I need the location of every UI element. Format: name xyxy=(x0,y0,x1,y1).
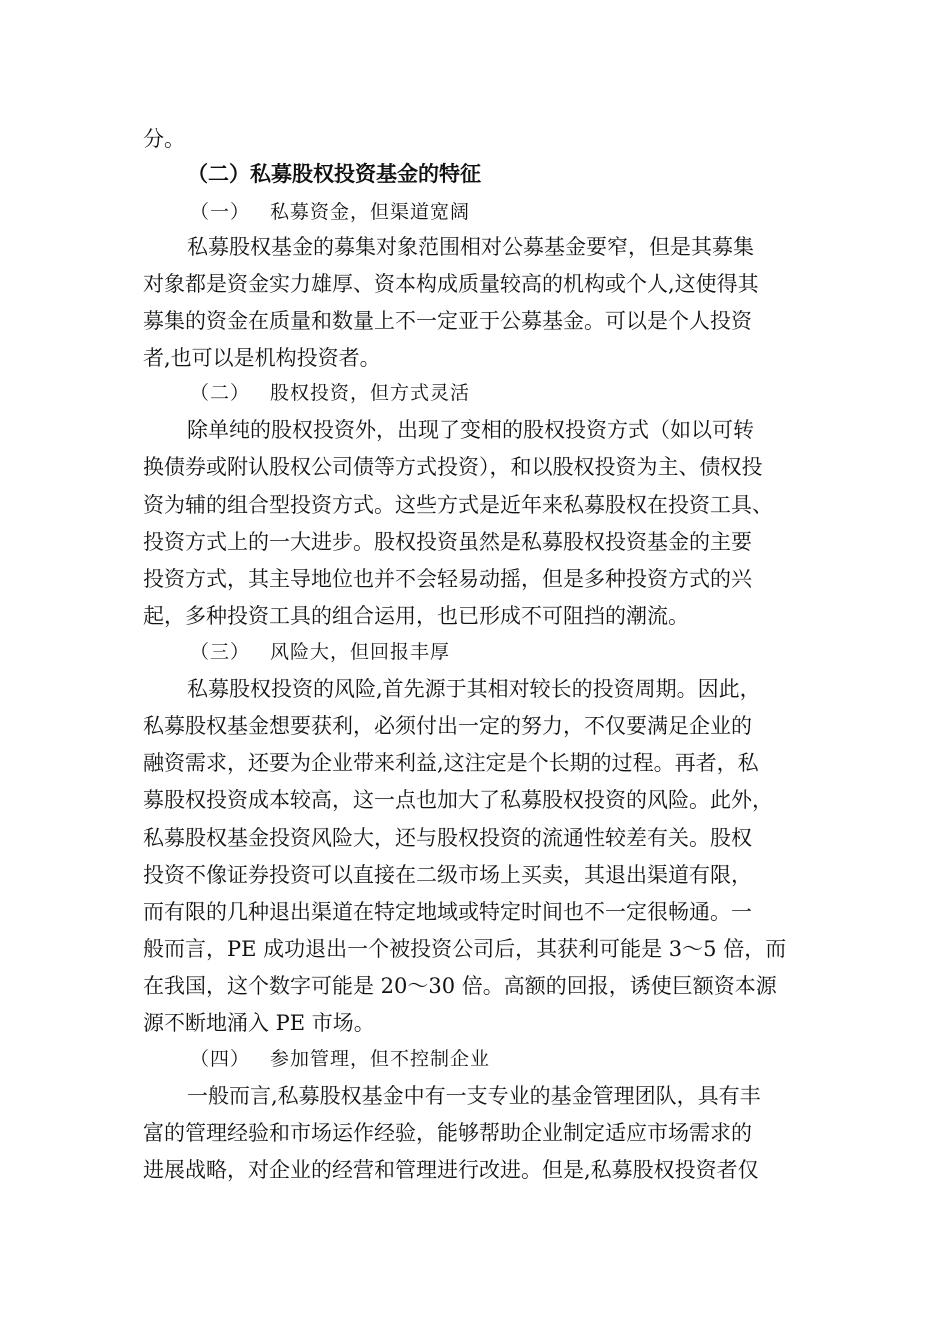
paragraph-line: 而有限的几种退出渠道在特定地域或特定时间也不一定很畅通。一 xyxy=(143,900,752,924)
subsection-title: 参加管理，但不控制企业 xyxy=(270,1048,491,1070)
paragraph-line: 私募股权基金想要获利，必须付出一定的努力，不仅要满足企业的 xyxy=(143,714,752,738)
paragraph-line: 一般而言,私募股权基金中有一支专业的基金管理团队，具有丰 xyxy=(187,1084,761,1108)
subsection-number: （二） xyxy=(190,382,251,404)
paragraph-line: 者,也可以是机构投资者。 xyxy=(143,346,381,370)
paragraph-line: 进展战略，对企业的经营和管理进行改进。但是,私募股权投资者仅 xyxy=(143,1158,759,1182)
paragraph-line: 除单纯的股权投资外，出现了变相的股权投资方式（如以可转 xyxy=(187,418,754,442)
paragraph-line: 募股权投资成本较高，这一点也加大了私募股权投资的风险。此外， xyxy=(143,788,773,812)
paragraph-line: 投资不像证券投资可以直接在二级市场上买卖，其退出渠道有限， xyxy=(143,863,752,887)
subsection-heading-3 xyxy=(190,637,450,667)
paragraph-line: 起，多种投资工具的组合运用，也已形成不可阻挡的潮流。 xyxy=(143,604,689,628)
paragraph-line: 投资方式，其主导地位也并不会轻易动摇，但是多种投资方式的兴 xyxy=(143,567,752,591)
paragraph-line: 在我国，这个数字可能是 20～30 倍。高额的回报，诱使巨额资本源 xyxy=(143,974,777,998)
paragraph-line: 换债券或附认股权公司债等方式投资），和以股权投资为主、债权投 xyxy=(143,455,763,479)
paragraph-line: 投资方式上的一大进步。股权投资虽然是私募股权投资基金的主要 xyxy=(143,530,752,554)
subsection-heading-4 xyxy=(190,1044,490,1074)
paragraph-line: 资为辅的组合型投资方式。这些方式是近年来私募股权在投资工具、 xyxy=(143,493,773,517)
subsection-title: 私募资金，但渠道宽阔 xyxy=(270,201,471,223)
subsection-number: （一） xyxy=(190,201,251,223)
paragraph-line: 融资需求，还要为企业带来利益,这注定是个长期的过程。再者，私 xyxy=(143,751,759,775)
paragraph-line: 私募股权投资的风险,首先源于其相对较长的投资周期。因此， xyxy=(187,677,761,701)
subsection-number: （四） xyxy=(190,1048,251,1070)
paragraph-line: 富的管理经验和市场运作经验，能够帮助企业制定适应市场需求的 xyxy=(143,1121,752,1145)
subsection-number: （三） xyxy=(190,641,251,663)
subsection-title: 风险大，但回报丰厚 xyxy=(270,641,451,663)
paragraph-line: 私募股权基金的募集对象范围相对公募基金要窄，但是其募集 xyxy=(187,235,754,259)
subsection-heading-1 xyxy=(190,197,470,227)
paragraph-line: 对象都是资金实力雄厚、资本构成质量较高的机构或个人,这使得其 xyxy=(143,272,759,296)
continuation-text: 分。 xyxy=(143,127,185,151)
paragraph-line: 私募股权基金投资风险大，还与股权投资的流通性较差有关。股权 xyxy=(143,826,752,850)
subsection-title: 股权投资，但方式灵活 xyxy=(270,382,471,404)
paragraph-line: 般而言，PE 成功退出一个被投资公司后，其获利可能是 3～5 倍，而 xyxy=(143,937,787,961)
paragraph-line: 源不断地涌入 PE 市场。 xyxy=(143,1011,375,1035)
subsection-heading-2 xyxy=(190,378,470,408)
section-heading: （二）私募股权投资基金的特征 xyxy=(187,162,481,186)
paragraph-line: 募集的资金在质量和数量上不一定亚于公募基金。可以是个人投资 xyxy=(143,309,752,333)
